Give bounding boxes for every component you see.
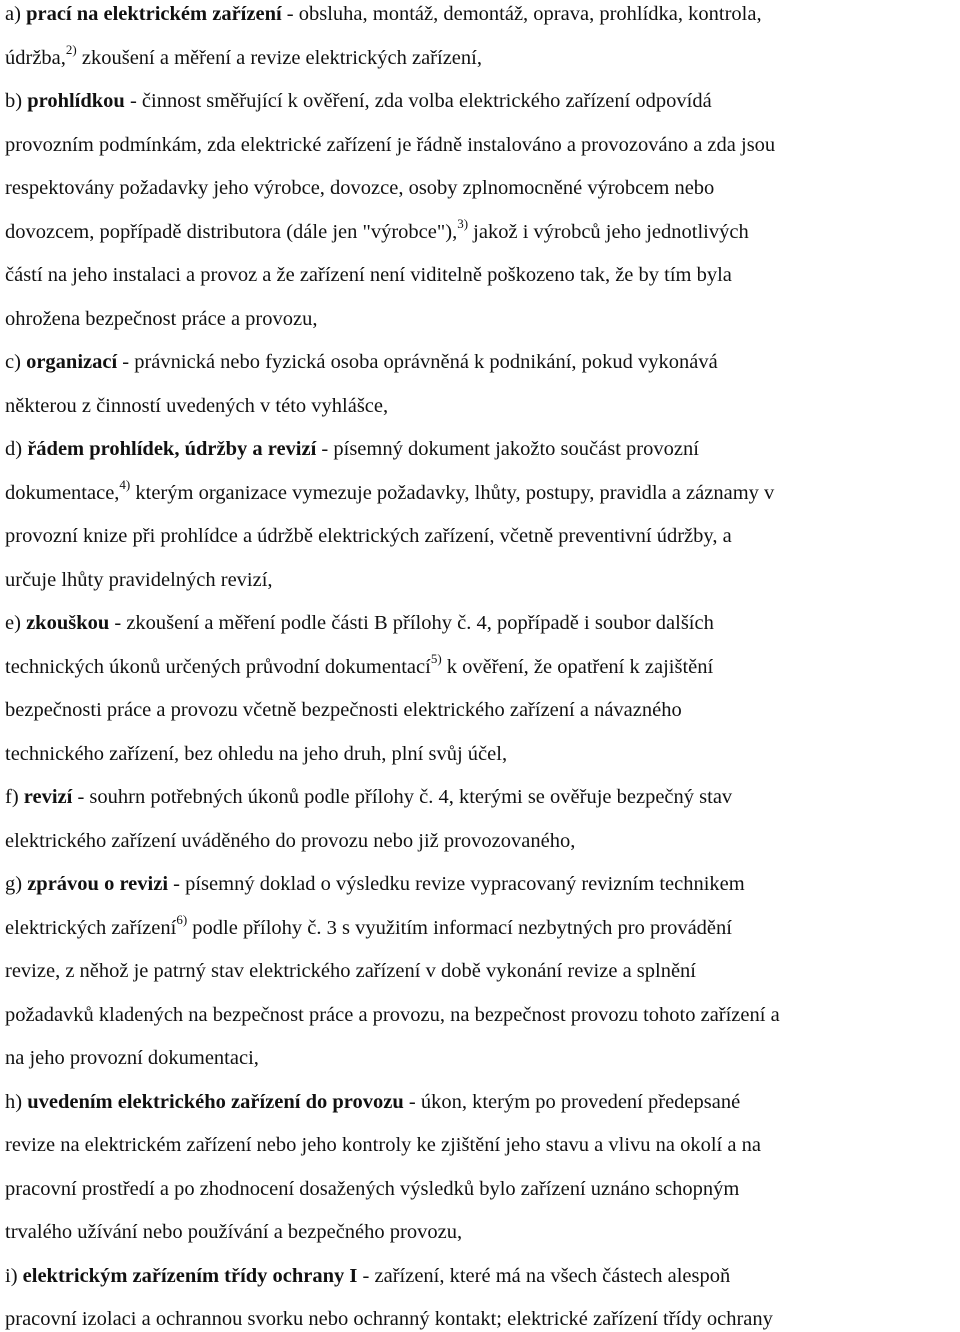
text-segment: i) bbox=[5, 1264, 23, 1287]
defined-term: řádem prohlídek, údržby a revizí bbox=[27, 438, 317, 460]
defined-term: zkouškou bbox=[26, 612, 110, 634]
text-segment: e) bbox=[5, 612, 27, 634]
defined-term: prací na elektrickém zařízení bbox=[26, 3, 282, 25]
text-segment: elektrických zařízení bbox=[5, 916, 177, 939]
text-segment: respektovány požadavky jeho výrobce, dovozce, osoby zplnomocněné výrobcem nebo bbox=[5, 177, 715, 199]
text-segment: - písemný doklad o výsledku revize vypracovaný revizním technikem bbox=[168, 873, 745, 895]
text-line bbox=[5, 1089, 740, 1115]
text-segment: provozní knize při prohlídce a údržbě elektrických zařízení, včetně preventivní údržby, a bbox=[5, 525, 732, 547]
text-segment: f) bbox=[5, 786, 24, 808]
defined-term: revizí bbox=[23, 786, 73, 808]
text-segment: dokumentace, bbox=[5, 481, 120, 504]
defined-term: organizací bbox=[26, 351, 118, 373]
text-line bbox=[5, 175, 714, 201]
text-line bbox=[5, 610, 714, 636]
text-segment: určuje lhůty pravidelných revizí, bbox=[5, 568, 273, 591]
text-line bbox=[5, 697, 682, 723]
text-line bbox=[5, 436, 699, 462]
text-segment: a) bbox=[5, 3, 27, 25]
text-line bbox=[5, 88, 712, 114]
text-segment: revize, z něhož je patrný stav elektrického zařízení v době vykonání revize a splnění bbox=[5, 960, 697, 982]
text-segment: k ověření, že opatření k zajištění bbox=[441, 655, 714, 678]
defined-term: prohlídkou bbox=[27, 90, 125, 112]
footnote-ref: 2) bbox=[65, 41, 77, 57]
text-line bbox=[5, 1002, 780, 1028]
text-line bbox=[5, 567, 273, 593]
text-line bbox=[5, 1132, 761, 1158]
defined-term: elektrickým zařízením třídy ochrany I bbox=[22, 1264, 358, 1287]
footnote-ref: 5) bbox=[430, 650, 442, 666]
text-segment: - činnost směřující k ověření, zda volba elektrického zařízení odpovídá bbox=[124, 90, 712, 112]
text-segment: b) bbox=[5, 90, 28, 112]
text-line bbox=[5, 958, 696, 984]
text-segment: údržba, bbox=[5, 46, 66, 69]
text-line bbox=[5, 393, 388, 419]
text-segment: trvalého užívání nebo používání a bezpečného provozu, bbox=[5, 1221, 463, 1243]
text-segment: revize na elektrickém zařízení nebo jeho kontroly ke zjištění jeho stavu a vlivu na okolí a na bbox=[5, 1134, 761, 1156]
text-line bbox=[5, 784, 732, 810]
text-segment: h) bbox=[5, 1090, 28, 1113]
text-segment: - úkon, kterým po provedení předepsané bbox=[403, 1090, 741, 1113]
text-segment: - písemný dokument jakožto součást provozní bbox=[316, 438, 699, 460]
text-segment: požadavků kladených na bezpečnost práce a provozu, na bezpečnost provozu tohoto zařízení a bbox=[5, 1003, 780, 1026]
text-segment: částí na jeho instalaci a provoz a že zařízení není viditelně poškozeno tak, že by tím byla bbox=[5, 264, 732, 286]
text-line bbox=[5, 1045, 259, 1071]
text-segment: pracovní izolaci a ochrannou svorku nebo ochranný kontakt; elektrické zařízení třídy ochrany bbox=[5, 1308, 773, 1330]
text-segment: zkoušení a měření a revize elektrických zařízení, bbox=[76, 46, 482, 69]
footnote-ref: 3) bbox=[457, 215, 469, 231]
text-segment: - právnická nebo fyzická osoba oprávněná k podnikání, pokud vykonává bbox=[117, 351, 718, 373]
text-line bbox=[5, 262, 732, 288]
text-segment: dovozcem, popřípadě distributora (dále jen "výrobce"), bbox=[5, 220, 458, 243]
defined-term: uvedením elektrického zařízení do provozu bbox=[27, 1090, 404, 1113]
text-segment: - obsluha, montáž, demontáž, oprava, prohlídka, kontrola, bbox=[281, 3, 762, 25]
text-segment: g) bbox=[5, 873, 28, 895]
text-segment: pracovní prostředí a po zhodnocení dosažených výsledků bylo zařízení uznáno schopným bbox=[5, 1177, 740, 1200]
text-line bbox=[5, 828, 575, 854]
text-segment: d) bbox=[5, 438, 28, 460]
text-line bbox=[5, 871, 745, 897]
text-segment: podle přílohy č. 3 s využitím informací nezbytných pro provádění bbox=[187, 916, 732, 939]
defined-term: zprávou o revizi bbox=[27, 873, 169, 895]
text-segment: jakož i výrobců jeho jednotlivých bbox=[468, 220, 749, 243]
text-line bbox=[5, 1176, 739, 1202]
text-line bbox=[5, 306, 317, 332]
text-line bbox=[5, 1306, 773, 1332]
text-line bbox=[5, 476, 775, 506]
text-line bbox=[5, 1, 762, 27]
text-segment: ohrožena bezpečnost práce a provozu, bbox=[5, 307, 318, 330]
text-segment: - zařízení, které má na všech částech alespoň bbox=[357, 1264, 731, 1287]
text-segment: některou z činností uvedených v této vyhlášce, bbox=[5, 394, 389, 417]
text-segment: technického zařízení, bez ohledu na jeho druh, plní svůj účel, bbox=[5, 742, 508, 765]
text-segment: na jeho provozní dokumentaci, bbox=[5, 1047, 259, 1069]
text-segment: c) bbox=[5, 351, 27, 373]
text-segment: kterým organizace vymezuje požadavky, lhůty, postupy, pravidla a záznamy v bbox=[130, 481, 775, 504]
footnote-ref: 6) bbox=[176, 911, 188, 927]
text-line bbox=[5, 1263, 730, 1289]
text-line bbox=[5, 1219, 462, 1245]
text-line bbox=[5, 650, 714, 680]
text-segment: bezpečnosti práce a provozu včetně bezpečnosti elektrického zařízení a návazného bbox=[5, 699, 682, 721]
footnote-ref: 4) bbox=[119, 476, 131, 492]
text-line bbox=[5, 911, 732, 941]
text-line bbox=[5, 349, 718, 375]
text-segment: - zkoušení a měření podle části B přílohy č. 4, popřípadě i soubor dalších bbox=[109, 612, 714, 634]
text-line bbox=[5, 132, 775, 158]
text-line bbox=[5, 215, 749, 245]
text-segment: elektrického zařízení uváděného do provozu nebo již provozovaného, bbox=[5, 829, 576, 852]
text-segment: - souhrn potřebných úkonů podle přílohy č. 4, kterými se ověřuje bezpečný stav bbox=[72, 786, 733, 808]
text-segment: technických úkonů určených průvodní dokumentací bbox=[5, 655, 431, 678]
text-line bbox=[5, 523, 732, 549]
text-line bbox=[5, 41, 482, 71]
text-line bbox=[5, 741, 507, 767]
text-segment: provozním podmínkám, zda elektrické zařízení je řádně instalováno a provozováno a zda jsou bbox=[5, 133, 776, 156]
